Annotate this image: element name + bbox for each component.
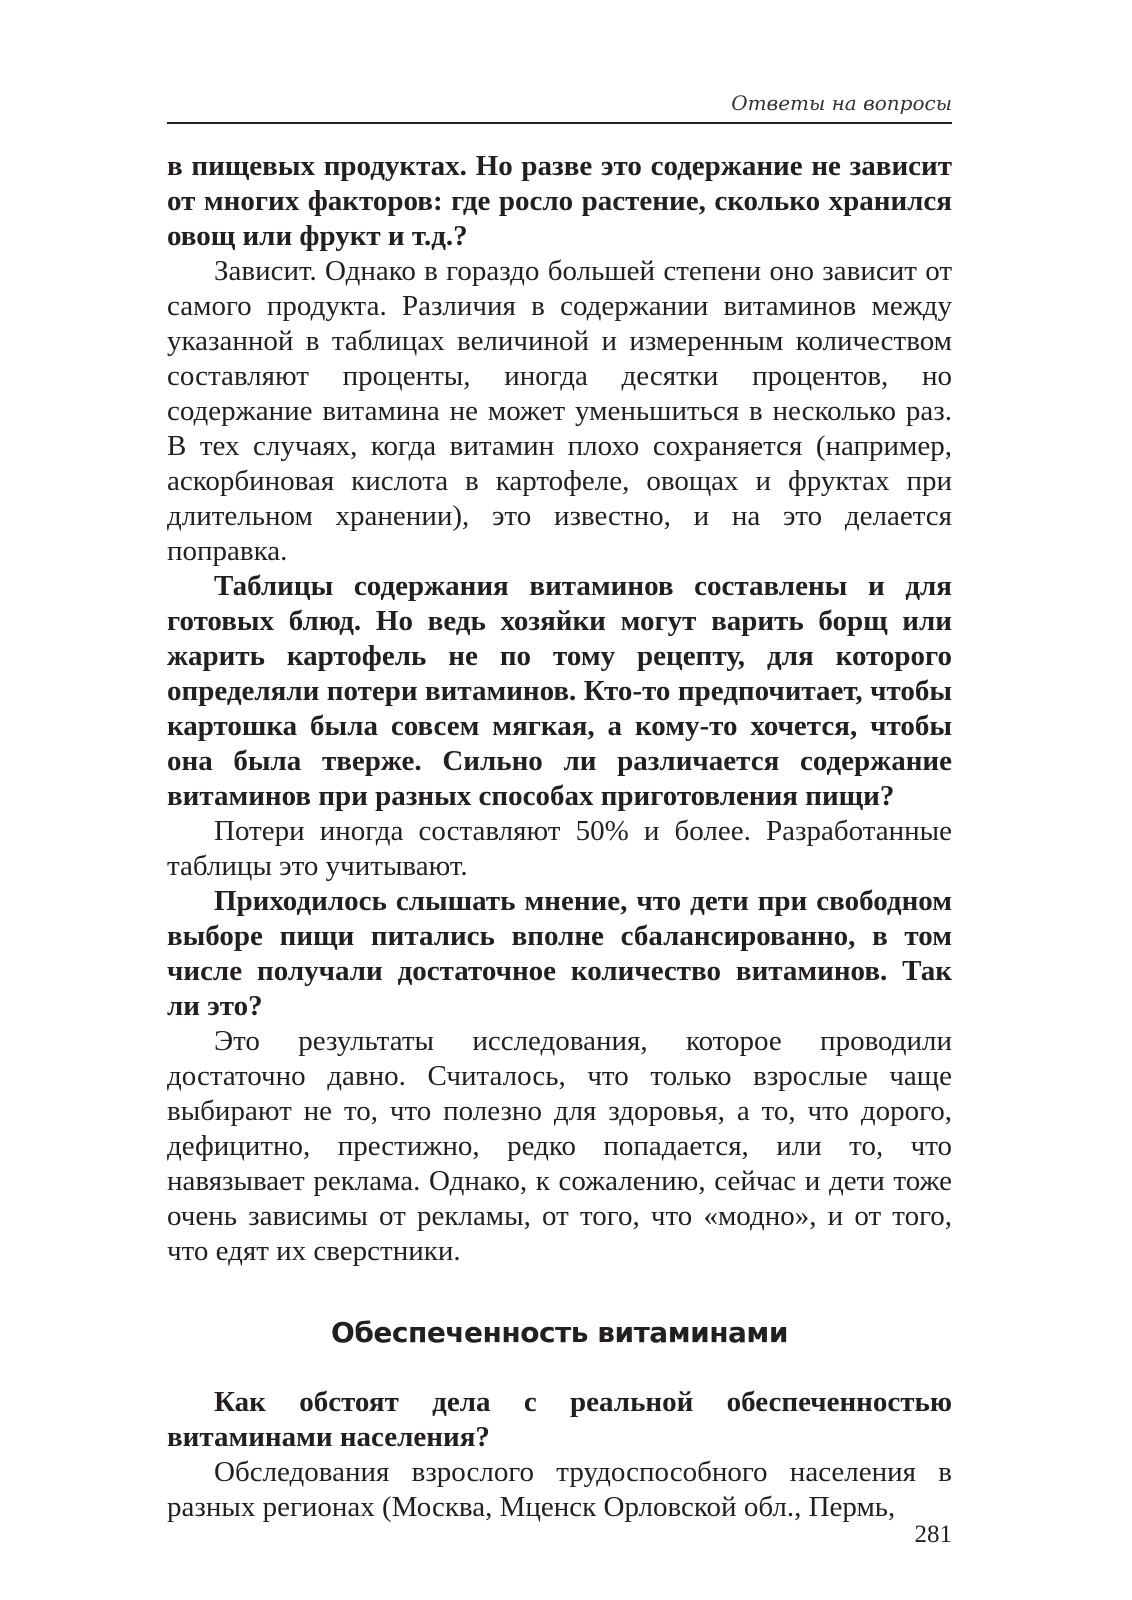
- running-header: Ответы на вопросы: [731, 91, 952, 115]
- answer-paragraph: Зависит. Однако в гораздо большей степени оно зависит от самого продукта. Различия в содержании витаминов между указанной в таблицах величиной и измеренным количеством составляют проценты, иногда десятки процентов, но содержание витамина не может уменьшиться в несколько раз. В тех случаях, когда витамин плохо сохраняется (например, аскорбиновая кислота в картофеле, овощах и фруктах при длительном хранении), это известно, и на это делается поправка.: [167, 255, 952, 567]
- question-paragraph: в пищевых продуктах. Но разве это содержание не зависит от многих факторов: где росло растение, сколько хранился овощ или фрукт и т.д.?: [167, 150, 952, 252]
- question-paragraph: Приходилось слышать мнение, что дети при свободном выборе пищи питались вполне сбалансированно, в том числе получали достаточное количество витаминов. Так ли это?: [167, 885, 952, 1022]
- book-page: [167, 0, 952, 1600]
- question-paragraph: Как обстоят дела с реальной обеспеченностью витаминами населения?: [167, 1386, 952, 1453]
- header-rule: [167, 122, 952, 124]
- page-body: [167, 149, 952, 1525]
- answer-paragraph: Это результаты исследования, которое проводили достаточно давно. Считалось, что только взрослые чаще выбирают не то, что полезно для здоровья, а то, что дорого, дефицитно, престижно, редко попадается, или то, что навязывает реклама. Однако, к сожалению, сейчас и дети тоже очень зависимы от рекламы, от того, что «модно», и от того, что едят их сверстники.: [167, 1025, 952, 1267]
- section-heading: Обеспеченность витаминами: [331, 1316, 788, 1349]
- answer-paragraph: Потери иногда составляют 50% и более. Разработанные таблицы это учитывают.: [167, 815, 952, 882]
- page-number: 281: [914, 1521, 952, 1548]
- question-paragraph: Таблицы содержания витаминов составлены и для готовых блюд. Но ведь хозяйки могут варить борщ или жарить картофель не по тому рецепту, для которого определяли потери витаминов. Кто-то предпочитает, чтобы картошка была совсем мягкая, а кому-то хочется, чтобы она была тверже. Сильно ли различается содержание витаминов при разных способах приготовления пищи?: [167, 570, 952, 812]
- answer-paragraph: Обследования взрослого трудоспособного населения в разных регионах (Москва, Мценск Орловской обл., Пермь,: [167, 1456, 952, 1523]
